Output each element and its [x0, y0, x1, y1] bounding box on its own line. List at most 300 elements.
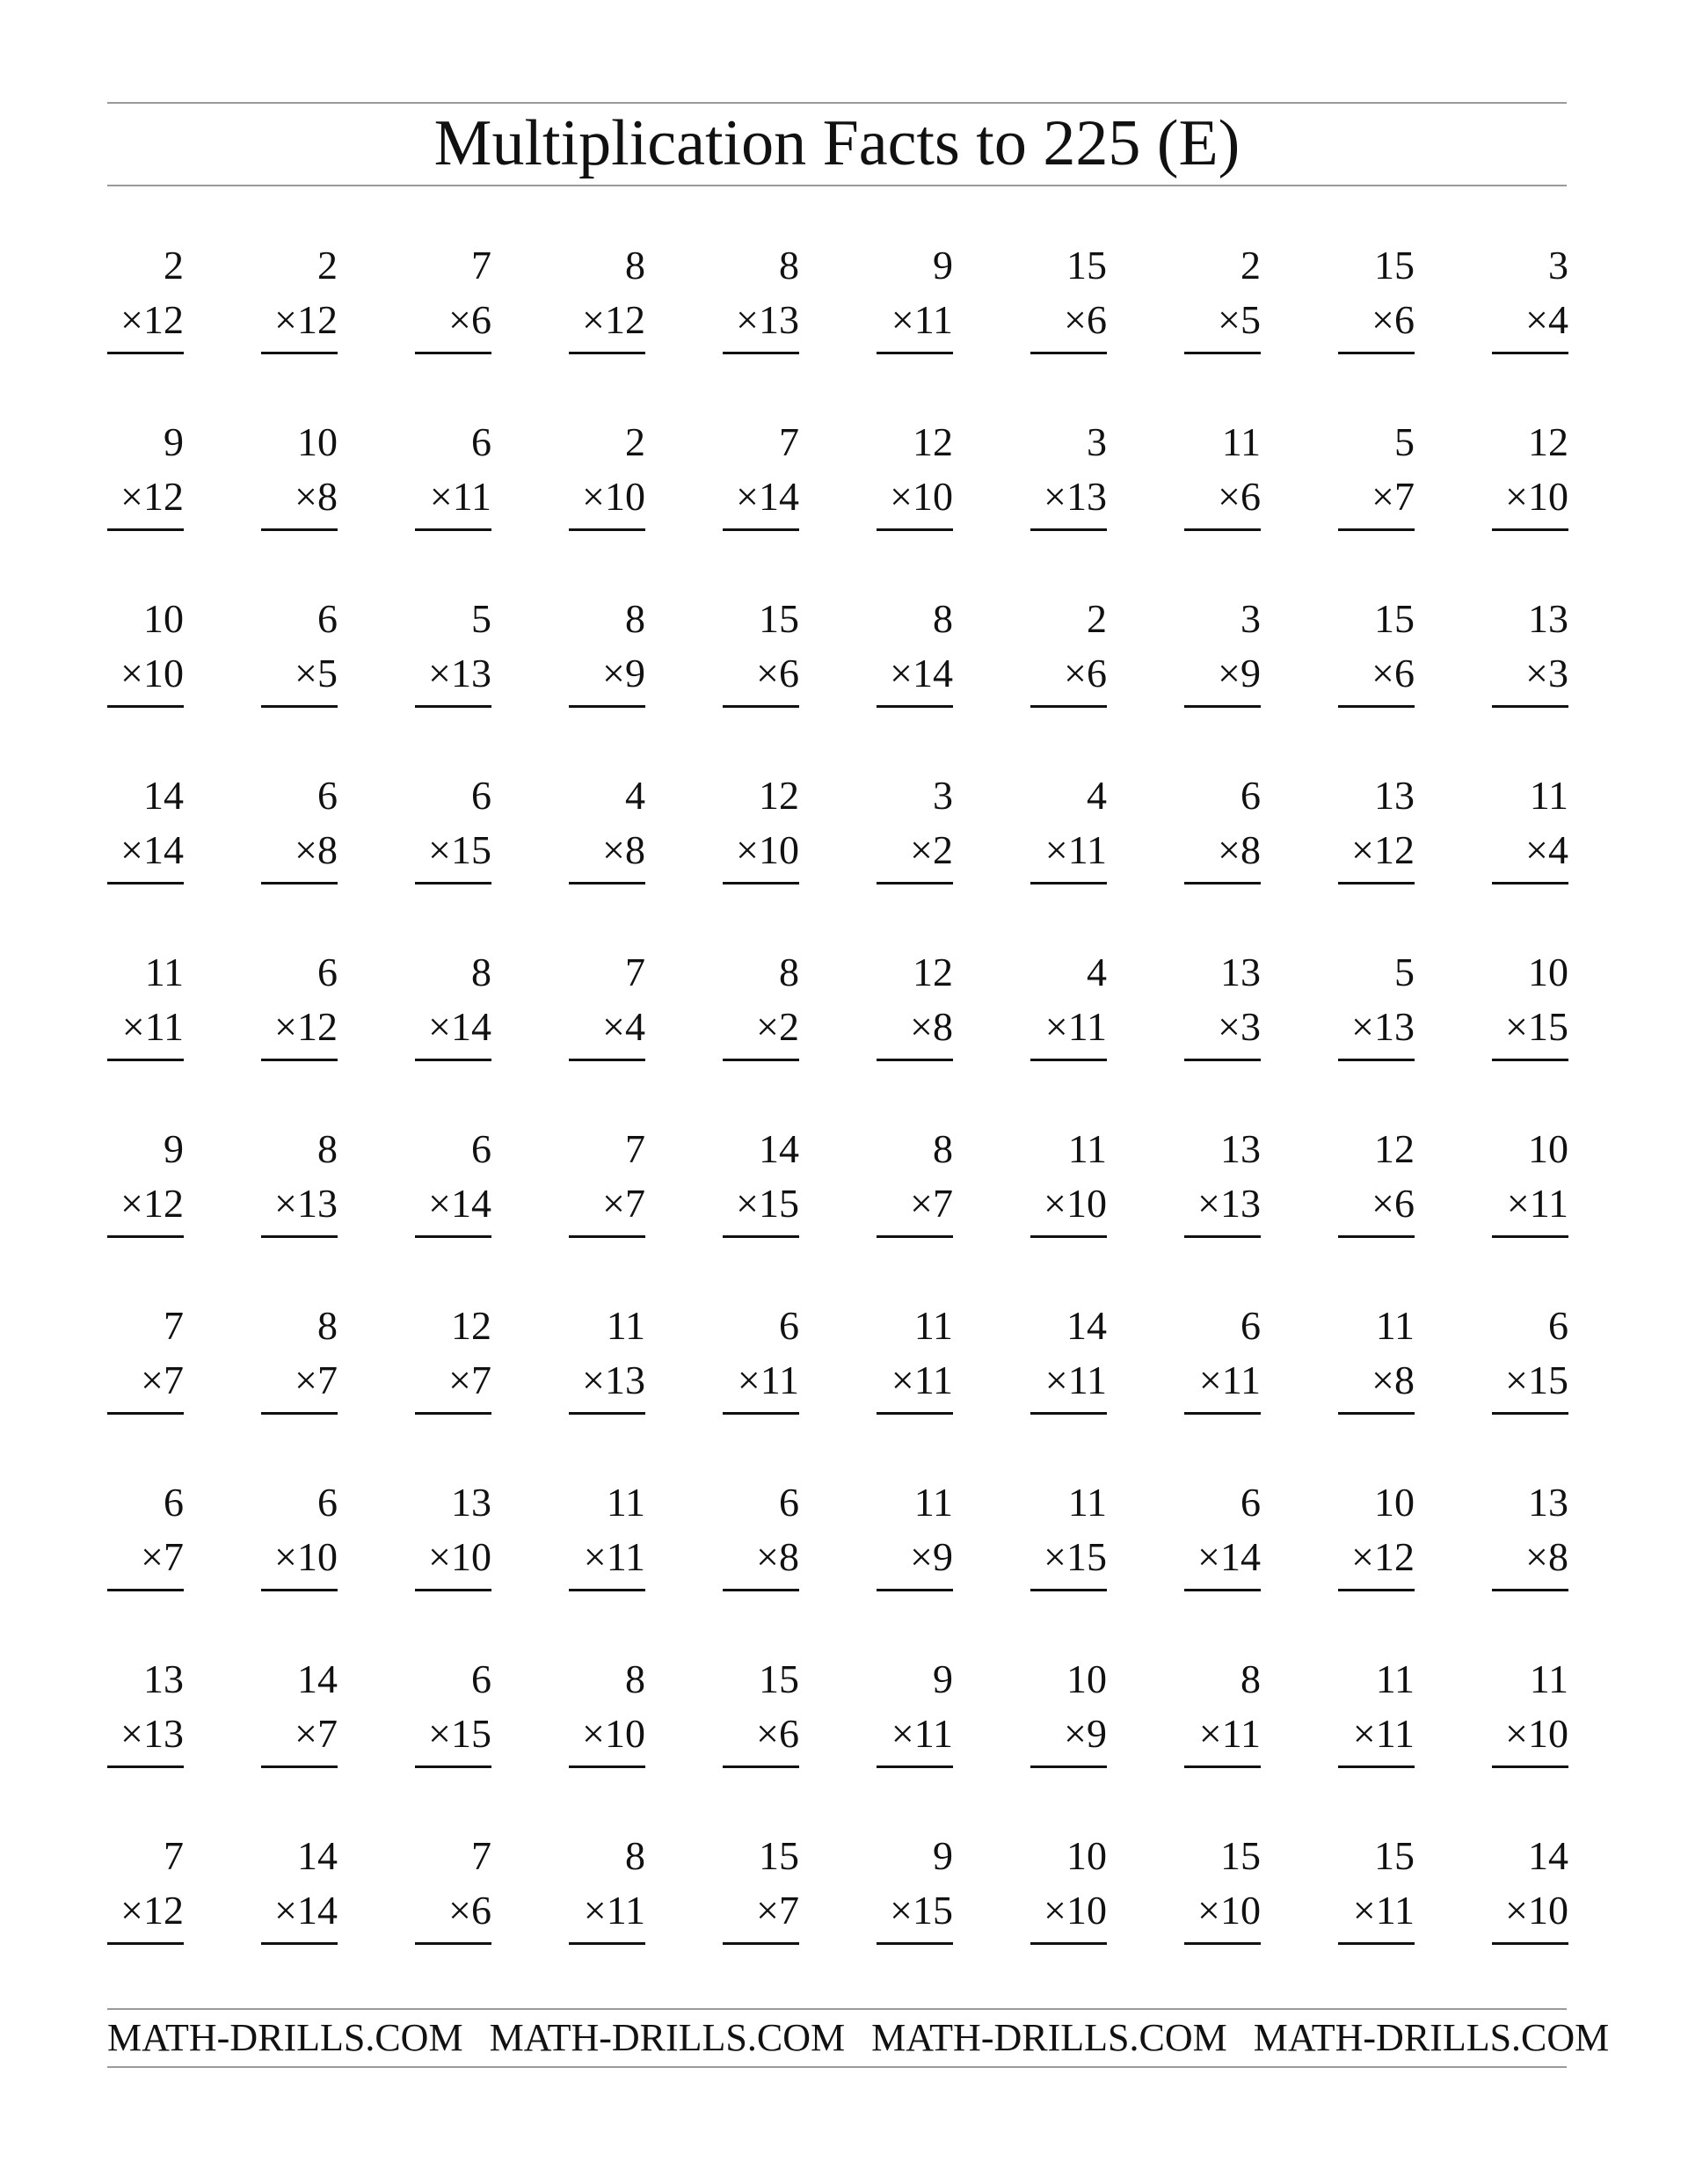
multiplier-value: 12 [297, 297, 338, 342]
multiplier-value: 7 [779, 1888, 799, 1933]
times-sign: × [1044, 827, 1068, 872]
times-sign: × [1044, 1888, 1066, 1933]
multiplier [274, 1001, 338, 1053]
multiplier [890, 470, 953, 523]
multiplier [736, 470, 799, 523]
answer-line [569, 1412, 645, 1415]
multiplier [295, 824, 338, 877]
multiplier-value: 4 [625, 1004, 645, 1049]
multiplicand: 8 [1241, 1656, 1261, 1701]
problem [415, 946, 491, 1087]
times-sign: × [890, 474, 913, 519]
problem [415, 1476, 491, 1617]
answer-line [1184, 1412, 1261, 1415]
problem [261, 946, 338, 1087]
multiplier [1197, 1177, 1261, 1230]
problem [1492, 1123, 1568, 1263]
multiplier-value: 10 [1220, 1888, 1261, 1933]
times-sign: × [1525, 651, 1548, 695]
answer-line [723, 705, 799, 708]
multiplier-value: 11 [452, 474, 491, 519]
answer-line [415, 1235, 491, 1238]
times-sign: × [295, 1358, 317, 1402]
multiplicand: 10 [1066, 1656, 1107, 1701]
answer-line [569, 1942, 645, 1945]
answer-line [723, 1589, 799, 1591]
multiplicand: 8 [625, 1656, 645, 1701]
times-sign: × [910, 1534, 933, 1579]
multiplier-value: 2 [933, 827, 953, 872]
problem [1492, 1299, 1568, 1440]
answer-line [1492, 1412, 1568, 1415]
multiplier-value: 13 [759, 297, 799, 342]
problem [569, 1830, 645, 1970]
times-sign: × [1505, 1711, 1528, 1756]
multiplier [120, 1177, 184, 1230]
multiplier-value: 11 [913, 1358, 953, 1402]
answer-line [723, 1059, 799, 1061]
times-sign: × [120, 827, 143, 872]
times-sign: × [428, 1181, 451, 1226]
problem [107, 1123, 184, 1263]
times-sign: × [428, 1534, 451, 1579]
problem [569, 769, 645, 910]
problem [1184, 769, 1261, 910]
answer-line [107, 705, 184, 708]
answer-line [1338, 352, 1415, 354]
problem [261, 1830, 338, 1970]
problem [415, 416, 491, 557]
multiplier [1197, 1884, 1261, 1937]
multiplier-value: 8 [1548, 1534, 1568, 1579]
multiplier [756, 1884, 799, 1937]
answer-line [569, 352, 645, 354]
multiplicand: 8 [933, 1126, 953, 1171]
answer-line [1030, 1235, 1107, 1238]
answer-line [877, 1412, 953, 1415]
multiplier [891, 294, 953, 346]
problem [877, 416, 953, 557]
times-sign: × [582, 297, 605, 342]
problem [1338, 1653, 1415, 1794]
multiplier-value: 12 [1374, 827, 1415, 872]
multiplier-value: 14 [913, 651, 953, 695]
answer-line [261, 528, 338, 531]
multiplicand: 9 [164, 1126, 184, 1171]
multiplier-value: 10 [1528, 1711, 1568, 1756]
problem [107, 769, 184, 910]
times-sign: × [428, 651, 451, 695]
times-sign: × [1352, 1888, 1376, 1933]
answer-line [261, 1589, 338, 1591]
multiplier-value: 10 [913, 474, 953, 519]
problem [569, 593, 645, 733]
footer-text: MATH-DRILLS.COM [1253, 2016, 1610, 2059]
multiplier [1218, 1001, 1261, 1053]
answer-line [1492, 1589, 1568, 1591]
problem [415, 769, 491, 910]
problem [1492, 946, 1568, 1087]
times-sign: × [1044, 1358, 1068, 1402]
answer-line [415, 882, 491, 885]
answer-line [107, 1589, 184, 1591]
times-sign: × [736, 827, 759, 872]
multiplier-value: 13 [605, 1358, 645, 1402]
multiplicand: 9 [933, 1833, 953, 1878]
problem [1030, 1830, 1107, 1970]
problem [1492, 769, 1568, 910]
multiplier-value: 3 [1548, 651, 1568, 695]
answer-line [1338, 1412, 1415, 1415]
times-sign: × [141, 1534, 164, 1579]
multiplier-value: 12 [143, 1888, 184, 1933]
times-sign: × [429, 474, 453, 519]
problem [261, 1476, 338, 1617]
answer-line [1030, 1589, 1107, 1591]
multiplier-value: 6 [779, 1711, 799, 1756]
multiplier-value: 6 [1394, 297, 1415, 342]
multiplier-value: 6 [779, 651, 799, 695]
multiplicand: 2 [1087, 596, 1107, 641]
answer-line [261, 1059, 338, 1061]
answer-line [1492, 705, 1568, 708]
multiplier [890, 1884, 953, 1937]
problem [415, 593, 491, 733]
answer-line [569, 705, 645, 708]
problem [261, 1299, 338, 1440]
multiplier-value: 9 [1087, 1711, 1107, 1756]
times-sign: × [890, 1888, 913, 1933]
answer-line [107, 352, 184, 354]
answer-line [1338, 1059, 1415, 1061]
multiplier [448, 1884, 491, 1937]
problem [107, 1476, 184, 1617]
problem [1184, 946, 1261, 1087]
multiplier [602, 824, 645, 877]
multiplier-value: 11 [1529, 1181, 1568, 1226]
multiplicand: 15 [1220, 1833, 1261, 1878]
multiplier [1351, 1531, 1415, 1583]
multiplier-value: 11 [1067, 1004, 1107, 1049]
multiplier [890, 647, 953, 700]
multiplier [891, 1707, 953, 1760]
multiplier-value: 7 [317, 1358, 338, 1402]
problem [569, 1299, 645, 1440]
multiplier [582, 294, 645, 346]
problem [415, 1299, 491, 1440]
answer-line [1492, 352, 1568, 354]
multiplier [1218, 824, 1261, 877]
times-sign: × [141, 1358, 164, 1402]
multiplier [1218, 470, 1261, 523]
answer-line [1030, 528, 1107, 531]
multiplicand: 6 [1241, 1303, 1261, 1348]
multiplier [1044, 1884, 1107, 1937]
footer-text: MATH-DRILLS.COM [489, 2016, 846, 2059]
multiplicand: 15 [1374, 596, 1415, 641]
multiplicand: 11 [606, 1480, 645, 1525]
multiplier-value: 6 [1394, 651, 1415, 695]
multiplier-value: 12 [143, 297, 184, 342]
problem [107, 239, 184, 380]
answer-line [1338, 528, 1415, 531]
answer-line [1338, 882, 1415, 885]
multiplicand: 6 [779, 1303, 799, 1348]
answer-line [877, 705, 953, 708]
footer-watermark [107, 2010, 1610, 2066]
answer-line [569, 528, 645, 531]
multiplier [736, 824, 799, 877]
multiplicand: 13 [143, 1656, 184, 1701]
times-sign: × [120, 474, 143, 519]
multiplier-value: 14 [297, 1888, 338, 1933]
multiplicand: 12 [759, 773, 799, 818]
times-sign: × [737, 1358, 760, 1402]
answer-line [723, 1235, 799, 1238]
multiplicand: 12 [913, 950, 953, 994]
multiplier [141, 1531, 184, 1583]
multiplier-value: 2 [779, 1004, 799, 1049]
answer-line [1184, 1942, 1261, 1945]
multiplicand: 3 [1548, 243, 1568, 288]
answer-line [107, 1059, 184, 1061]
multiplier-value: 4 [1548, 827, 1568, 872]
multiplier [891, 1354, 953, 1407]
multiplier-value: 10 [1066, 1888, 1107, 1933]
multiplicand: 10 [1528, 950, 1568, 994]
multiplier [1218, 294, 1261, 346]
multiplicand: 6 [779, 1480, 799, 1525]
problem [723, 1123, 799, 1263]
problem [877, 593, 953, 733]
problem [1030, 1299, 1107, 1440]
multiplier [602, 1177, 645, 1230]
multiplier-value: 9 [625, 651, 645, 695]
times-sign: × [1197, 1534, 1220, 1579]
answer-line [877, 1059, 953, 1061]
answer-line [107, 1235, 184, 1238]
problem [107, 416, 184, 557]
multiplicand: 11 [913, 1480, 953, 1525]
times-sign: × [1044, 1004, 1068, 1049]
problem [1338, 769, 1415, 910]
times-sign: × [1218, 651, 1241, 695]
problem [569, 946, 645, 1087]
problem [1338, 1476, 1415, 1617]
answer-line [1030, 1942, 1107, 1945]
problem [415, 1123, 491, 1263]
multiplicand: 9 [933, 1656, 953, 1701]
multiplier [1045, 824, 1107, 877]
multiplicand: 8 [625, 596, 645, 641]
answer-line [107, 882, 184, 885]
multiplicand: 11 [144, 950, 184, 994]
times-sign: × [890, 651, 913, 695]
multiplicand: 6 [317, 596, 338, 641]
times-sign: × [891, 297, 914, 342]
multiplier [1505, 470, 1568, 523]
multiplicand: 7 [625, 1126, 645, 1171]
problem [1030, 946, 1107, 1087]
times-sign: × [1197, 1888, 1220, 1933]
multiplicand: 5 [1394, 950, 1415, 994]
multiplier [1351, 824, 1415, 877]
multiplicand: 13 [1528, 1480, 1568, 1525]
multiplier [602, 647, 645, 700]
footer-text: MATH-DRILLS.COM [107, 2016, 463, 2059]
times-sign: × [756, 1534, 779, 1579]
multiplier [120, 294, 184, 346]
answer-line [877, 528, 953, 531]
answer-line [1338, 1235, 1415, 1238]
multiplier-value: 8 [317, 827, 338, 872]
multiplicand: 13 [1374, 773, 1415, 818]
answer-line [415, 1589, 491, 1591]
multiplier [1505, 1884, 1568, 1937]
multiplier-value: 7 [1394, 474, 1415, 519]
multiplier-value: 5 [1241, 297, 1261, 342]
multiplier-value: 6 [1087, 651, 1107, 695]
multiplicand: 6 [471, 1656, 491, 1701]
answer-line [569, 1765, 645, 1768]
problem [877, 1123, 953, 1263]
problem [1184, 1830, 1261, 1970]
multiplier-value: 4 [1548, 297, 1568, 342]
multiplier-value: 8 [1241, 827, 1261, 872]
times-sign: × [295, 1711, 317, 1756]
problem [107, 1299, 184, 1440]
multiplicand: 10 [143, 596, 184, 641]
multiplicand: 11 [1067, 1480, 1107, 1525]
answer-line [723, 352, 799, 354]
footer-rule-bottom [107, 2066, 1567, 2068]
multiplier-value: 9 [933, 1534, 953, 1579]
answer-line [569, 1235, 645, 1238]
multiplicand: 10 [297, 419, 338, 464]
times-sign: × [1351, 1004, 1374, 1049]
multiplier [122, 1001, 184, 1053]
problem [261, 769, 338, 910]
multiplicand: 13 [1220, 950, 1261, 994]
multiplicand: 7 [164, 1303, 184, 1348]
multiplicand: 15 [759, 1656, 799, 1701]
multiplier-value: 8 [933, 1004, 953, 1049]
answer-line [877, 352, 953, 354]
problem [107, 946, 184, 1087]
times-sign: × [1044, 1181, 1066, 1226]
problem [1492, 1476, 1568, 1617]
multiplicand: 6 [164, 1480, 184, 1525]
answer-line [1184, 882, 1261, 885]
times-sign: × [1197, 1181, 1220, 1226]
problem [261, 416, 338, 557]
multiplier [736, 294, 799, 346]
multiplier [1064, 1707, 1107, 1760]
multiplicand: 9 [933, 243, 953, 288]
answer-line [1492, 1942, 1568, 1945]
multiplicand: 6 [317, 950, 338, 994]
multiplier [1044, 1177, 1107, 1230]
answer-line [415, 352, 491, 354]
times-sign: × [274, 1534, 297, 1579]
multiplier-value: 6 [471, 1888, 491, 1933]
problem [723, 1830, 799, 1970]
problem [107, 1830, 184, 1970]
multiplier [910, 1001, 953, 1053]
answer-line [1184, 1235, 1261, 1238]
times-sign: × [756, 1888, 779, 1933]
times-sign: × [602, 651, 625, 695]
answer-line [415, 705, 491, 708]
multiplicand: 8 [317, 1303, 338, 1348]
times-sign: × [1351, 827, 1374, 872]
problem [877, 1299, 953, 1440]
problem [877, 946, 953, 1087]
problem [877, 769, 953, 910]
multiplier-value: 15 [913, 1888, 953, 1933]
multiplier-value: 14 [1220, 1534, 1261, 1579]
answer-line [261, 1412, 338, 1415]
multiplier-value: 10 [605, 474, 645, 519]
multiplier-value: 10 [451, 1534, 491, 1579]
problem [1492, 1830, 1568, 1970]
multiplicand: 15 [759, 1833, 799, 1878]
answer-line [569, 882, 645, 885]
problem [1184, 593, 1261, 733]
multiplicand: 7 [164, 1833, 184, 1878]
multiplicand: 13 [1220, 1126, 1261, 1171]
problem [1030, 1123, 1107, 1263]
answer-line [569, 1589, 645, 1591]
problem [261, 1123, 338, 1263]
multiplicand: 3 [1087, 419, 1107, 464]
answer-line [1030, 882, 1107, 885]
multiplicand: 15 [759, 596, 799, 641]
times-sign: × [1525, 827, 1548, 872]
multiplier [1351, 1001, 1415, 1053]
multiplicand: 6 [317, 1480, 338, 1525]
multiplier [1505, 1707, 1568, 1760]
problem [1030, 416, 1107, 557]
multiplicand: 2 [317, 243, 338, 288]
problem [415, 239, 491, 380]
multiplicand: 8 [779, 243, 799, 288]
answer-line [261, 882, 338, 885]
answer-line [415, 1942, 491, 1945]
multiplier-value: 8 [317, 474, 338, 519]
times-sign: × [756, 1711, 779, 1756]
problem [569, 239, 645, 380]
problem [723, 416, 799, 557]
answer-line [1338, 1942, 1415, 1945]
multiplier-value: 15 [759, 1181, 799, 1226]
times-sign: × [295, 827, 317, 872]
multiplier-value: 10 [1528, 1888, 1568, 1933]
times-sign: × [582, 1711, 605, 1756]
multiplicand: 6 [1241, 1480, 1261, 1525]
times-sign: × [1044, 474, 1066, 519]
multiplier-value: 12 [143, 1181, 184, 1226]
answer-line [1030, 705, 1107, 708]
multiplicand: 8 [933, 596, 953, 641]
times-sign: × [583, 1534, 607, 1579]
multiplier-value: 13 [1374, 1004, 1415, 1049]
problem [107, 593, 184, 733]
multiplier [910, 824, 953, 877]
answer-line [1338, 705, 1415, 708]
times-sign: × [1218, 827, 1241, 872]
times-sign: × [910, 1004, 933, 1049]
